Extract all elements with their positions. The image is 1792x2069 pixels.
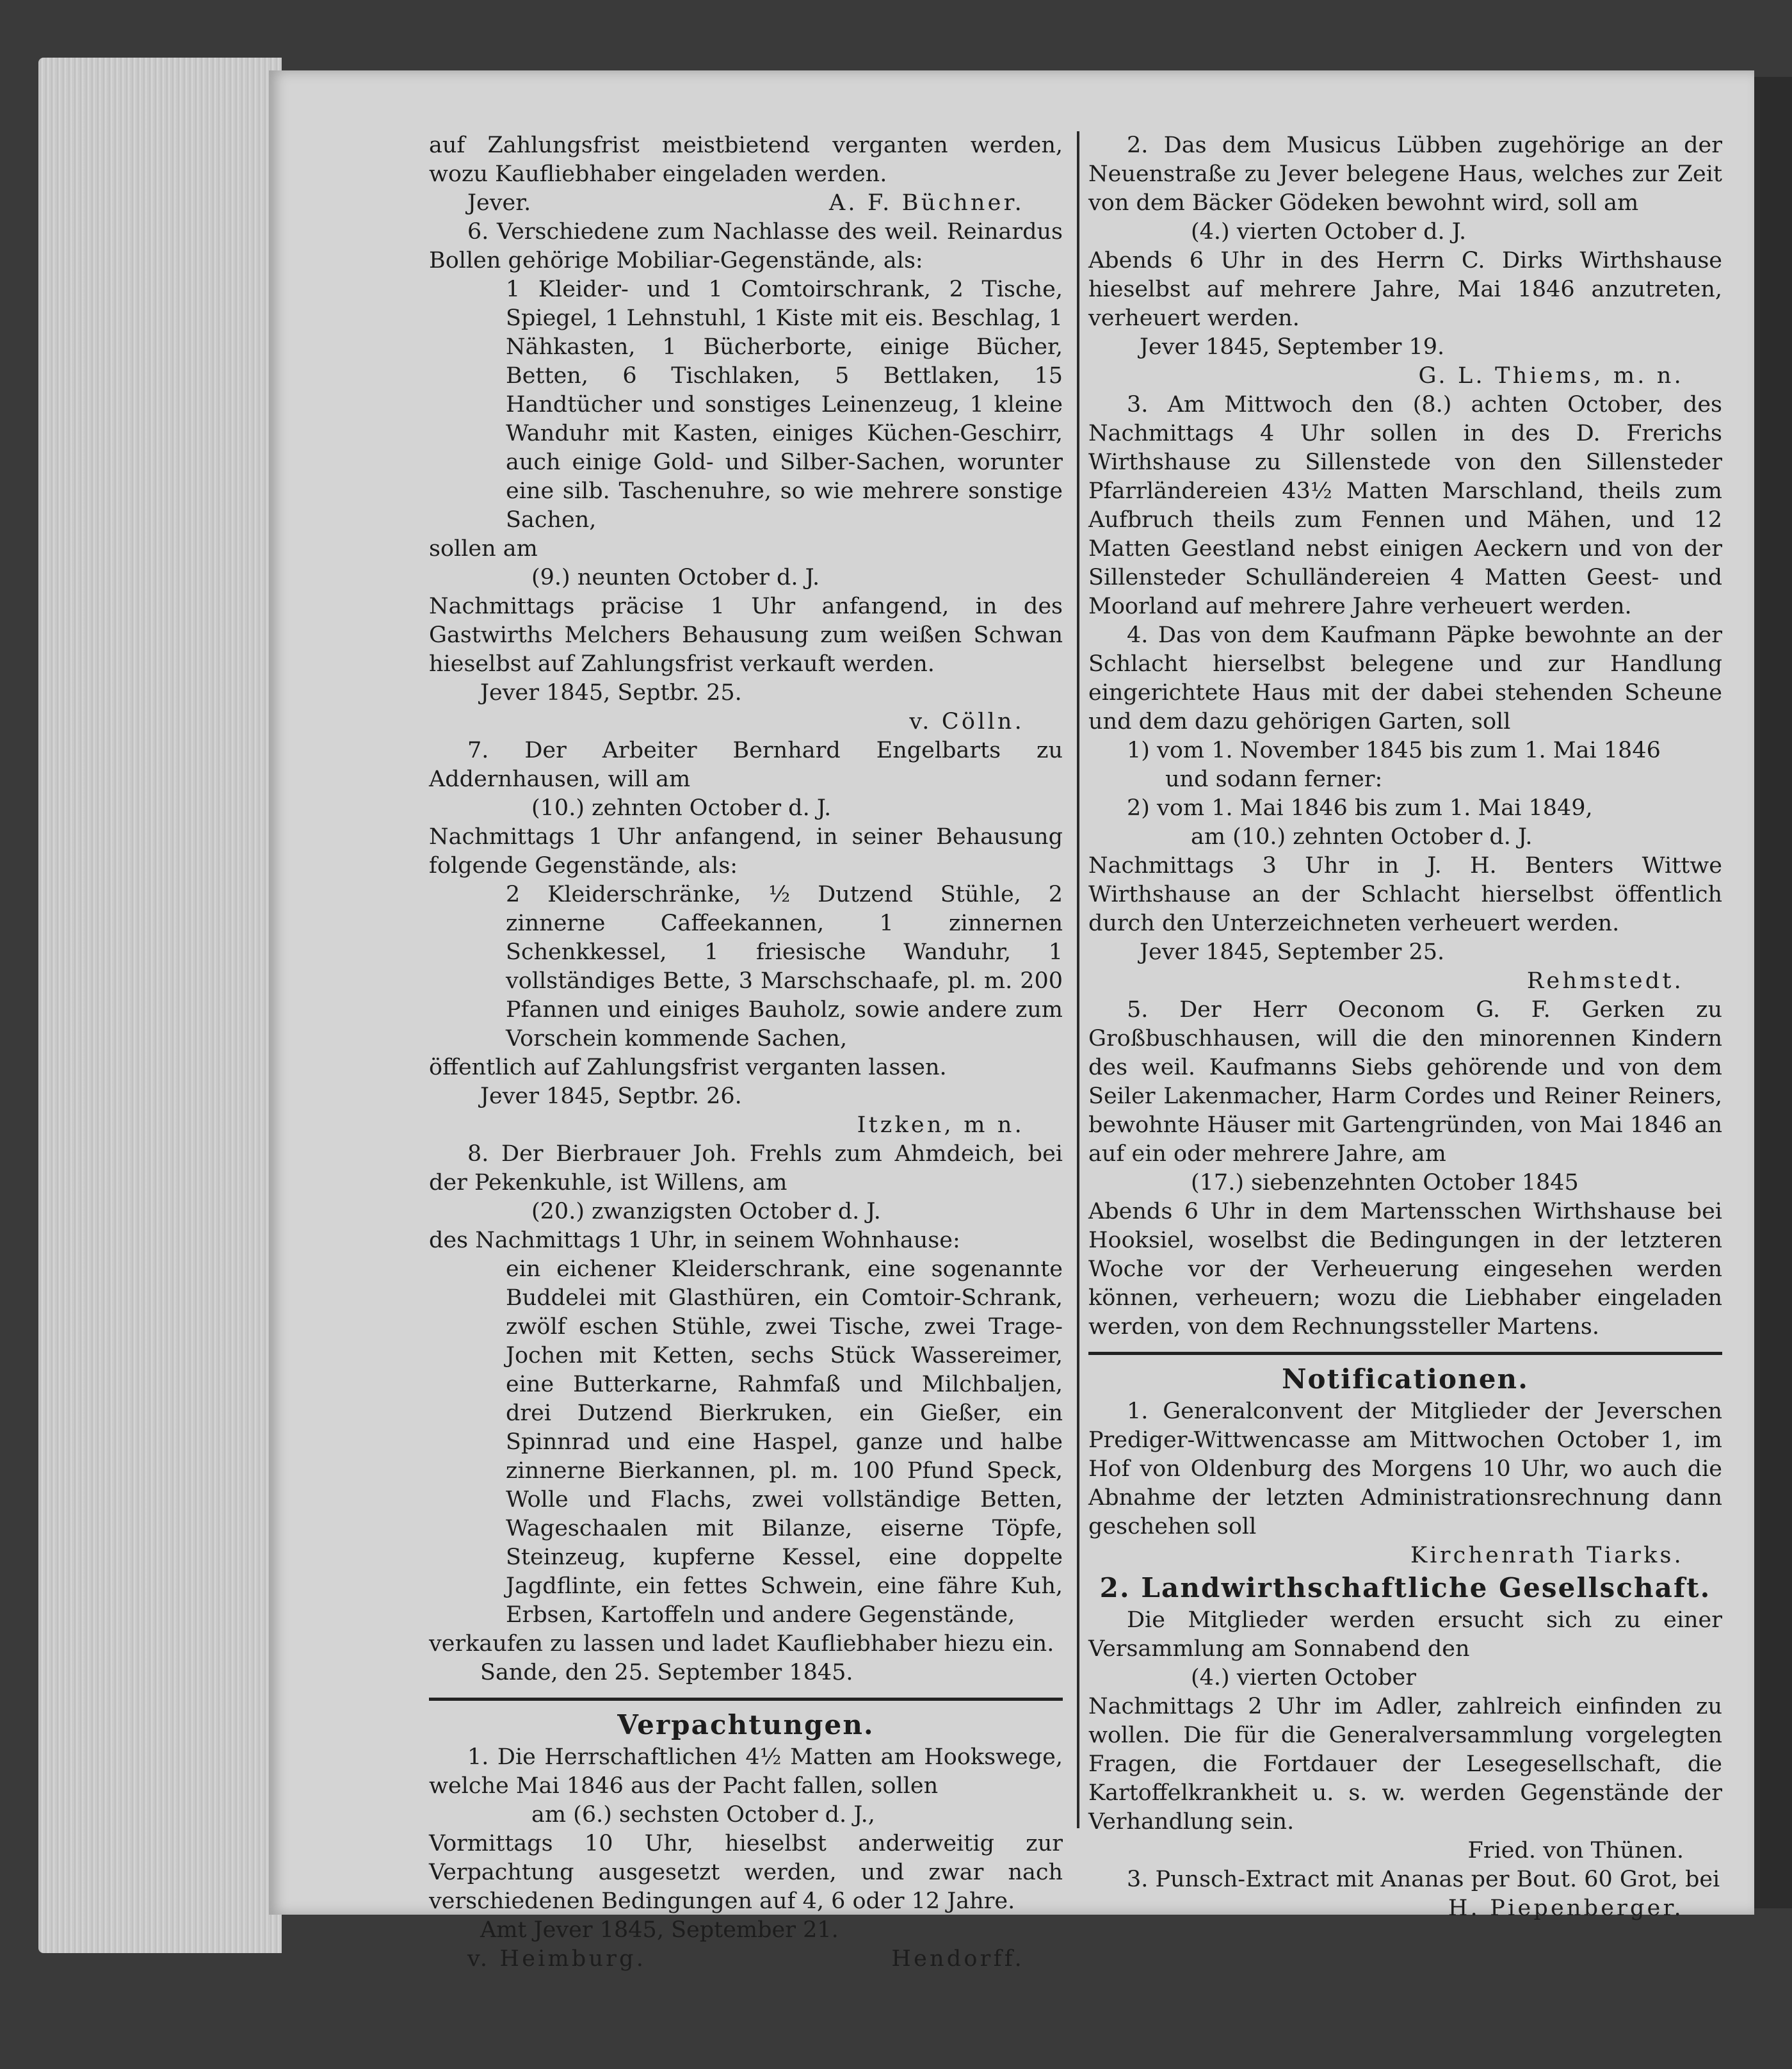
section-divider bbox=[429, 1698, 1063, 1701]
notice-text: Nachmittags 3 Uhr in J. H. Benters Wittwe Wirthshause an der Schlacht hierselbst öffentlich durch den Unterzeichneten verheuert werden. bbox=[1088, 853, 1722, 936]
dateline: Jever 1845, September 25. bbox=[1140, 939, 1445, 965]
meeting-date: (4.) vierten October bbox=[1191, 1665, 1416, 1691]
signature: Itzken, m n. bbox=[857, 1112, 1024, 1138]
signature: H. Piepenberger. bbox=[1448, 1895, 1684, 1921]
signature: Fried. von Thünen. bbox=[1467, 1838, 1684, 1863]
lease-date: (4.) vierten October d. J. bbox=[1191, 219, 1467, 245]
notice-continuation: auf Zahlungsfrist meistbietend verganten werden, wozu Kaufliebhaber eingeladen werden. bbox=[429, 133, 1063, 187]
signature: Rehmstedt. bbox=[1526, 968, 1684, 994]
lease-period: 1) vom 1. November 1845 bis zum 1. Mai 1846 bbox=[1127, 738, 1661, 763]
signature-line bbox=[429, 1945, 1063, 1974]
signature: v. Heimburg. bbox=[467, 1946, 647, 1972]
notice-text: verkaufen zu lassen und ladet Kaufliebhaber hiezu ein. bbox=[429, 1631, 1054, 1657]
book-page-edges bbox=[38, 58, 282, 1953]
signature: Kirchenrath Tiarks. bbox=[1410, 1543, 1684, 1568]
column-divider bbox=[1077, 131, 1079, 1828]
lease-item-5: 5. Der Herr Oeconom G. F. Gerken zu Großbuschhausen, will die den minorennen Kindern des weil. Kaufmanns Siebs gehörende und von dem Seiler Lakenmacher, Harm Cordes und Reiner Reiners, bewohnte Häuser mit Gartengründen, von Mai 1846 an auf ein oder mehrere Jahre, am bbox=[1088, 997, 1722, 1167]
dateline: Jever 1845, September 19. bbox=[1140, 334, 1445, 360]
item-list: 1 Kleider- und 1 Comtoirschrank, 2 Tische, Spiegel, 1 Lehnstuhl, 1 Kiste mit eis. Beschlag, 1 Nähkasten, 1 Bücherborte, einige Bücher, Betten, 6 Tischlaken, 5 Bettlaken, 15 Handtücher und sonstiges Leinenzeug, 1 kleine Wanduhr mit Kasten, einiges Küchen-Geschirr, auch einige Gold- und Silber-Sachen, worunter eine silb. Taschenuhre, so wie mehrere sonstige Sachen, bbox=[506, 277, 1063, 533]
lease-item-3: 3. Am Mittwoch den (8.) achten October, des Nachmittags 4 Uhr sollen in des D. Frerichs Wirthshause zu Sillenstede von den Sillensteder Pfarrländereien 43½ Matten Marschland, theils zum Aufbruch theils zum Fennen und Mähen, und 12 Matten Geestland nebst einigen Aeckern und von der Sillensteder Schulländereien 4 Matten Geest- und Moorland auf mehrere Jahre verheuert werden. bbox=[1088, 392, 1722, 619]
signature: v. Cölln. bbox=[909, 709, 1024, 734]
section-title-verpachtungen: Verpachtungen. bbox=[617, 1709, 875, 1740]
dateline: Sande, den 25. September 1845. bbox=[480, 1660, 853, 1685]
binding-shadow bbox=[1754, 77, 1792, 1908]
notice-text: Nachmittags 2 Uhr im Adler, zahlreich einfinden zu wollen. Die für die Generalversammlung vorgelegten Fragen, die Fortdauer der Lesegesellschaft, die Kartoffelkrankheit u. s. w. werden Gegenstände der Verhandlung sein. bbox=[1088, 1694, 1722, 1835]
lease-item-1: 1. Die Herrschaftlichen 4½ Matten am Hookswege, welche Mai 1846 aus der Pacht fallen, sollen bbox=[429, 1744, 1063, 1799]
lease-period: 2) vom 1. Mai 1846 bis zum 1. Mai 1849, bbox=[1127, 795, 1593, 821]
signature-line bbox=[429, 189, 1063, 218]
society-heading: 2. Landwirthschaftliche Gesellschaft. bbox=[1099, 1572, 1711, 1603]
notice-text: des Nachmittags 1 Uhr, in seinem Wohnhause: bbox=[429, 1228, 960, 1253]
lease-item-2: 2. Das dem Musicus Lübben zugehörige an der Neuenstraße zu Jever belegene Haus, welches zur Zeit von dem Bäcker Gödeken bewohnt wird, soll am bbox=[1088, 133, 1722, 216]
notice-text: öffentlich auf Zahlungsfrist verganten lassen. bbox=[429, 1055, 947, 1080]
signature: A. F. Büchner. bbox=[828, 190, 1024, 216]
notification-2: Die Mitglieder werden ersucht sich zu einer Versammlung am Sonnabend den bbox=[1088, 1607, 1722, 1662]
dateline: Jever 1845, Septbr. 26. bbox=[480, 1083, 742, 1109]
dateline: Amt Jever 1845, September 21. bbox=[480, 1917, 839, 1943]
item-list: 2 Kleiderschränke, ½ Dutzend Stühle, 2 zinnerne Caffeekannen, 1 zinnernen Schenkkessel, 1 friesische Wanduhr, 1 vollständiges Bette, 3 Marschschaafe, pl. m. 200 Pfannen und einiges Bauholz, sowie andere zum Vorschein kommende Sachen, bbox=[506, 882, 1063, 1051]
notice-item-8: 8. Der Bierbrauer Joh. Frehls zum Ahmdeich, bei der Pekenkuhle, ist Willens, am bbox=[429, 1141, 1063, 1196]
notice-text: Nachmittags 1 Uhr anfangend, in seiner Behausung folgende Gegenstände, als: bbox=[429, 824, 1063, 879]
notification-3: 3. Punsch-Extract mit Ananas per Bout. 60 Grot, bei bbox=[1127, 1867, 1720, 1892]
place-name: Jever. bbox=[467, 190, 531, 216]
lease-date: (17.) siebenzehnten October 1845 bbox=[1191, 1170, 1579, 1196]
notice-text: Vormittags 10 Uhr, hieselbst anderweitig zur Verpachtung ausgesetzt werden, und zwar nach verschiedenen Bedingungen auf 4, 6 oder 12 Jahre. bbox=[429, 1831, 1063, 1914]
notice-text: Abends 6 Uhr in dem Martensschen Wirthshause bei Hooksiel, woselbst die Bedingungen in der letzteren Woche vor der Verheuerung eingesehen werden können, verheuern; wozu die Liebhaber eingeladen werden, von dem Rechnungssteller Martens. bbox=[1088, 1199, 1722, 1340]
section-title-notificationen: Notificationen. bbox=[1282, 1363, 1529, 1395]
notice-text: Nachmittags präcise 1 Uhr anfangend, in des Gastwirths Melchers Behausung zum weißen Schwan hieselbst auf Zahlungsfrist verkauft werden. bbox=[429, 594, 1063, 677]
signature: G. L. Thiems, m. n. bbox=[1418, 363, 1684, 389]
lease-period-note: und sodann ferner: bbox=[1165, 767, 1383, 792]
auction-date: (9.) neunten October d. J. bbox=[531, 565, 820, 590]
signature: Hendorff. bbox=[891, 1946, 1024, 1972]
auction-date: (10.) zehnten October d. J. bbox=[531, 795, 832, 821]
auction-date: (20.) zwanzigsten October d. J. bbox=[531, 1199, 881, 1224]
notice-text: sollen am bbox=[429, 536, 538, 562]
section-divider bbox=[1088, 1352, 1722, 1355]
notice-item-6: 6. Verschiedene zum Nachlasse des weil. Reinardus Bollen gehörige Mobiliar-Gegenstände, als: bbox=[429, 219, 1063, 273]
notice-item-7: 7. Der Arbeiter Bernhard Engelbarts zu Addernhausen, will am bbox=[429, 738, 1063, 792]
right-column bbox=[1088, 131, 1722, 1923]
item-list: ein eichener Kleiderschrank, eine sogenannte Buddelei mit Glasthüren, ein Comtoir-Schrank, zwölf eschen Stühle, zwei Tische, zwei Trage-Jochen mit Ketten, sechs Stück Wassereimer, eine Butterkarne, Rahmfaß und Milchbaljen, drei Dutzend Bierkruken, ein Gießer, ein Spinnrad und eine Haspel, ganze und halbe zinnerne Bierkannen, pl. m. 100 Pfund Speck, Wolle und Flachs, zwei vollständige Betten, Wageschaalen mit Bilanze, eiserne Töpfe, Steinzeug, kupferne Kessel, eine doppelte Jagdflinte, ein fettes Schwein, eine fähre Kuh, Erbsen, Kartoffeln und andere Gegenstände, bbox=[506, 1256, 1063, 1628]
dateline: Jever 1845, Septbr. 25. bbox=[480, 680, 742, 706]
lease-item-4: 4. Das von dem Kaufmann Päpke bewohnte an der Schlacht hierselbst belegene und zur Handlung eingerichtete Haus mit der dabei stehenden Scheune und dem dazu gehörigen Garten, soll bbox=[1088, 622, 1722, 734]
notification-1: 1. Generalconvent der Mitglieder der Jeverschen Prediger-Wittwencasse am Mittwochen October 1, im Hof von Oldenburg des Morgens 10 Uhr, wo auch die Abnahme der letzten Administrationsrechnung dann geschehen soll bbox=[1088, 1399, 1722, 1539]
lease-date: am (10.) zehnten October d. J. bbox=[1191, 824, 1533, 850]
lease-date: am (6.) sechsten October d. J., bbox=[531, 1802, 875, 1828]
notice-text: Abends 6 Uhr in des Herrn C. Dirks Wirthshause hieselbst auf mehrere Jahre, Mai 1846 anzutreten, verheuert werden. bbox=[1088, 248, 1722, 331]
left-column bbox=[429, 131, 1063, 1974]
